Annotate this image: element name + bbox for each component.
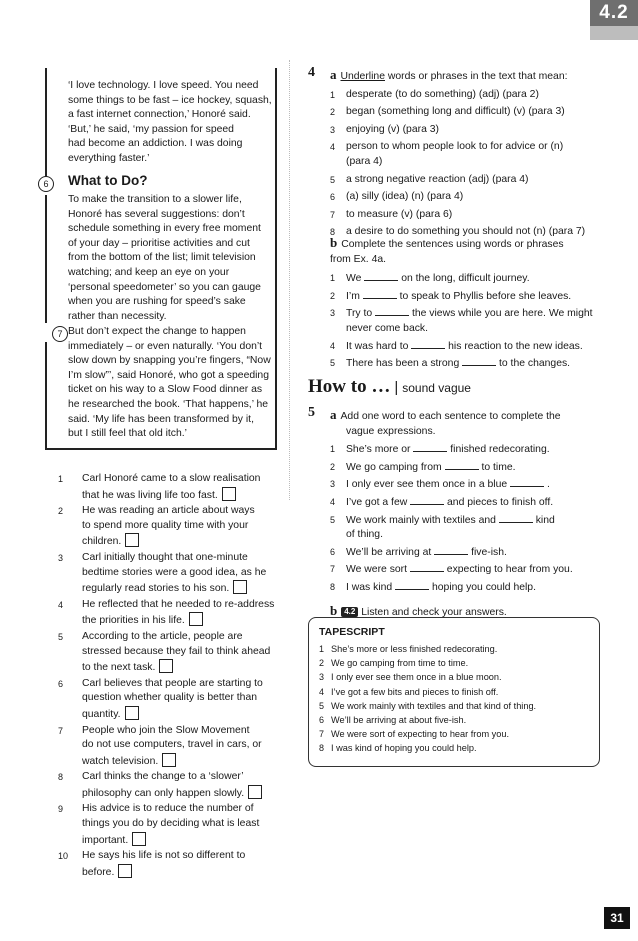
item-number: 1 [330, 444, 336, 455]
text-line: some things to be fast – ice hockey, squash, [68, 94, 272, 106]
item-number: 3 [58, 552, 64, 563]
item-text: the views while you are here. We might [411, 308, 593, 320]
exercise-number: 4 [308, 65, 315, 80]
item-text: We [346, 273, 362, 285]
item-number: 1 [330, 89, 336, 100]
item-number: 6 [319, 715, 325, 726]
item-number: 4 [330, 142, 336, 153]
item-number: 3 [330, 479, 336, 490]
item-number: 6 [58, 678, 64, 689]
list-item [319, 699, 594, 713]
text-line: watch television. [82, 755, 159, 767]
question-list [58, 472, 288, 880]
list-item [330, 140, 610, 169]
how-to-title: How to … [308, 376, 391, 397]
item-number: 1 [58, 474, 64, 484]
text-line: Carl believes that people are starting to [82, 677, 263, 689]
text-line: slow down by snapping you’re fingers, “Now [68, 355, 271, 367]
part-letter: a [330, 67, 337, 82]
text-line: when you are rushing for speed’s sake [68, 296, 246, 308]
text-line: to the next task. [82, 662, 156, 674]
item-text: . [546, 479, 550, 491]
answer-checkbox[interactable] [118, 864, 132, 878]
paragraph-marker-7: 7 [52, 326, 68, 342]
answer-blank[interactable] [510, 477, 544, 487]
list-item [330, 545, 610, 561]
item-number: 3 [319, 672, 325, 683]
item-number: 9 [58, 804, 64, 815]
text-line: said. ‘My life has been transformed by it, [68, 413, 254, 425]
item-text: Try to [346, 308, 373, 320]
item-number: 2 [330, 461, 336, 472]
list-item [330, 105, 610, 120]
text-line: but I still feel that old itch.’ [68, 428, 187, 440]
item-text: We were sort [346, 564, 408, 576]
item-number: 7 [330, 209, 336, 220]
list-item [319, 670, 594, 684]
list-item [330, 208, 610, 223]
item-number: 5 [330, 358, 336, 369]
item-text: I was kind [346, 581, 393, 593]
answer-checkbox[interactable] [189, 612, 203, 626]
text-line: Honoré has several suggestions: don’t [68, 208, 245, 220]
item-number: 2 [319, 658, 325, 669]
text-line: the priorities in his life. [82, 615, 185, 627]
answer-blank[interactable] [395, 580, 429, 590]
answer-blank[interactable] [410, 562, 444, 572]
text-line: a fast internet connection,’ Honoré said. [68, 109, 251, 121]
text-line: He says his life is not so different to [82, 850, 246, 862]
item-text: She’s more or [346, 444, 411, 456]
reading-paragraph-7 [68, 325, 273, 442]
item-text: began (something long and difficult) (v) (para 3) [346, 106, 565, 118]
list-item [330, 513, 610, 543]
item-text: (a) silly (idea) (n) (para 4) [346, 191, 464, 203]
list-item [330, 460, 610, 476]
list-item [58, 504, 288, 550]
item-text: I only ever see them once in a blue moon. [331, 672, 502, 683]
instruction-text: words or phrases in the text that mean: [384, 71, 568, 82]
item-text: of thing. [346, 529, 383, 541]
item-text: a desire to do something you should not (n) (para 7) [346, 226, 586, 238]
text-line: he researched the book. ‘That happens,’ he [68, 398, 269, 410]
text-line: important. [82, 834, 129, 846]
item-text: (para 4) [346, 155, 383, 167]
answer-checkbox[interactable] [222, 487, 236, 501]
item-number: 5 [319, 700, 325, 711]
reading-paragraph-6 [68, 193, 273, 324]
item-number: 8 [58, 772, 64, 783]
how-to-heading [308, 376, 471, 398]
text-line: everything faster.’ [68, 152, 150, 164]
text-line: rather than necessity. [68, 310, 167, 322]
list-item [330, 271, 610, 287]
text-line: quantity. [82, 708, 121, 720]
item-text: We go camping from [346, 461, 442, 473]
exercise-5a [330, 408, 610, 620]
text-line: had become an addiction. I was doing [68, 138, 243, 150]
item-number: 4 [58, 599, 64, 610]
part-letter: b [330, 602, 338, 618]
item-text: I’ve got a few bits and pieces to finish off. [331, 686, 499, 697]
item-text: five-ish. [471, 546, 507, 558]
list-item [319, 685, 594, 699]
text-line: stressed because they fail to think ahead [82, 645, 271, 657]
answer-checkbox[interactable] [125, 706, 139, 720]
item-number: 7 [319, 729, 325, 740]
section-heading: What to Do? [68, 173, 148, 188]
answer-blank[interactable] [363, 289, 397, 299]
unit-badge: 4.2 [590, 0, 638, 26]
item-text: It was hard to [346, 340, 409, 352]
item-text: hoping you could help. [431, 581, 536, 593]
answer-blank[interactable] [411, 339, 445, 349]
text-line: Carl initially thought that one-minute [82, 551, 248, 563]
item-number: 1 [330, 273, 336, 284]
instruction-text: from Ex. 4a. [330, 253, 387, 265]
list-item [319, 741, 594, 755]
list-item [330, 562, 610, 578]
list-item [319, 727, 594, 741]
item-number: 7 [330, 564, 336, 575]
item-text: desperate (to do something) (adj) (para 2) [346, 88, 539, 100]
text-line: immediately – or even naturally. ‘You don’t [68, 340, 263, 352]
reading-paragraph-top [68, 79, 273, 167]
answer-checkbox[interactable] [233, 580, 247, 594]
list-item [319, 656, 594, 670]
tapescript-title: TAPESCRIPT [319, 626, 385, 638]
item-text: never come back. [346, 322, 429, 334]
instruction-text: vague expressions. [346, 425, 436, 437]
text-line: ‘But,’ he said, ‘my passion for speed [68, 123, 234, 135]
list-item [330, 442, 610, 458]
item-text: I was kind of hoping you could help. [331, 743, 477, 754]
item-text: We work mainly with textiles and that kind of thing. [331, 700, 537, 711]
list-item [58, 677, 288, 723]
item-text: to time. [481, 461, 516, 473]
item-number: 1 [319, 644, 325, 654]
answer-blank[interactable] [499, 513, 533, 523]
item-text: his reaction to the new ideas. [448, 340, 583, 352]
text-line: His advice is to reduce the number of [82, 803, 254, 815]
instruction-text: Listen and check your answers. [361, 606, 507, 618]
item-text: expecting to hear from you. [446, 564, 573, 576]
panel-border [45, 342, 47, 449]
answer-blank[interactable] [410, 495, 444, 505]
item-text: on the long, difficult journey. [401, 273, 530, 285]
item-number: 3 [330, 124, 336, 135]
list-item [58, 598, 288, 629]
item-text: and pieces to finish off. [447, 496, 554, 508]
exercise-4b [330, 236, 610, 372]
exercise-4a [330, 68, 610, 240]
text-line: watching; and keep an eye on your [68, 266, 230, 278]
text-line: ‘I love technology. I love speed. You need [68, 80, 259, 91]
badge-decoration [590, 26, 638, 40]
list-item [330, 190, 610, 205]
text-line: According to the article, people are [82, 630, 243, 642]
list-item [330, 495, 610, 511]
how-to-subtitle: sound vague [402, 381, 471, 395]
instruction-text: Complete the sentences using words or phrases [341, 239, 564, 250]
part-letter: a [330, 407, 337, 422]
text-line: To make the transition to a slower life, [68, 194, 242, 205]
list-item [330, 339, 610, 355]
column-divider [289, 60, 290, 500]
answer-blank[interactable] [434, 545, 468, 555]
item-number: 2 [330, 107, 336, 118]
audio-track-icon[interactable]: 4.2 [341, 607, 358, 617]
item-number: 8 [319, 743, 325, 754]
answer-checkbox[interactable] [132, 832, 146, 846]
item-number: 6 [330, 192, 336, 203]
item-text: We were sort of expecting to hear from you. [331, 729, 510, 740]
list-item [330, 289, 610, 305]
page-number: 31 [604, 907, 630, 929]
list-item [58, 630, 288, 676]
text-line: ticket on his way to a Slow Food dinner as [68, 384, 263, 396]
instruction-text: Add one word to each sentence to complete the [340, 411, 561, 422]
panel-border [45, 195, 47, 323]
text-line: before. [82, 866, 115, 878]
item-number: 4 [330, 496, 336, 507]
item-number: 2 [58, 506, 64, 517]
item-number: 7 [58, 725, 64, 736]
item-text: We work mainly with textiles and [346, 514, 496, 526]
text-line: of your day – prioritise activities and cut [68, 237, 250, 249]
text-line: from the bottom of the list; limit television [68, 252, 256, 264]
item-text: to measure (v) (para 6) [346, 208, 453, 220]
item-number: 6 [330, 546, 336, 557]
list-item [58, 802, 288, 848]
item-number: 10 [58, 851, 69, 862]
text-line: that he was living life too fast. [82, 489, 218, 501]
list-item [58, 724, 288, 770]
item-text: a strong negative reaction (adj) (para 4) [346, 173, 529, 185]
list-item [330, 306, 610, 336]
list-item [58, 472, 288, 503]
text-line: ‘personal speedometer’ so you can gauge [68, 281, 261, 293]
item-text: We go camping from time to time. [331, 658, 469, 669]
text-line: People who join the Slow Movement [82, 724, 250, 736]
item-text: person to whom people look to for advice or (n) [346, 141, 564, 153]
list-item [330, 477, 610, 493]
text-line: do not use computers, travel in cars, or [82, 739, 262, 751]
item-text: We’ll be arriving at about five-ish. [331, 715, 467, 726]
item-number: 4 [319, 686, 325, 697]
list-item [58, 551, 288, 597]
text-line: Carl thinks the change to a ‘slower’ [82, 771, 244, 783]
list-item [58, 770, 288, 801]
text-line: I’m slow”’, said Honoré, who got a speeding [68, 369, 269, 381]
answer-checkbox[interactable] [125, 533, 139, 547]
item-number: 5 [330, 174, 336, 185]
answer-blank[interactable] [413, 442, 447, 452]
item-number: 8 [330, 581, 336, 592]
item-number: 3 [330, 308, 336, 319]
list-item [330, 173, 610, 188]
item-text: She’s more or less finished redecorating. [331, 644, 498, 654]
item-text: I’m [346, 290, 360, 302]
how-to-separator: | [394, 379, 399, 396]
text-line: question whether quality is better than [82, 692, 258, 704]
item-number: 5 [58, 631, 64, 642]
item-number: 5 [330, 514, 336, 525]
text-line: children. [82, 536, 122, 548]
exercise-number: 5 [308, 405, 315, 420]
answer-checkbox[interactable] [248, 785, 262, 799]
text-line: philosophy can only happen slowly. [82, 787, 245, 799]
item-text: There has been a strong [346, 358, 460, 370]
item-text: to speak to Phyllis before she leaves. [399, 290, 572, 302]
list-item [330, 88, 610, 103]
underline-word: Underline [340, 71, 385, 82]
text-line: bedtime stories were a good idea, as he [82, 566, 267, 578]
item-text: kind [535, 514, 555, 526]
text-line: But don’t expect the change to happen [68, 326, 246, 337]
panel-border [45, 68, 47, 178]
text-line: to spend more quality time with your [82, 519, 249, 531]
list-item [330, 580, 610, 596]
text-line: He was reading an article about ways [82, 505, 255, 517]
tapescript-box [308, 617, 600, 767]
list-item [330, 123, 610, 138]
paragraph-marker-6: 6 [38, 176, 54, 192]
item-text: to the changes. [499, 358, 571, 370]
item-number: 4 [330, 340, 336, 351]
answer-checkbox[interactable] [162, 753, 176, 767]
text-line: schedule something in every free moment [68, 223, 261, 235]
item-text: enjoying (v) (para 3) [346, 123, 439, 135]
text-line: things you do by deciding what is least [82, 818, 260, 830]
answer-blank[interactable] [364, 271, 398, 281]
answer-blank[interactable] [375, 306, 409, 316]
list-item [319, 642, 594, 656]
item-text: We’ll be arriving at [346, 546, 432, 558]
item-text: I only ever see them once in a blue [346, 479, 508, 491]
item-number: 2 [330, 290, 336, 301]
list-item [330, 356, 610, 372]
text-line: regularly read stories to his son. [82, 583, 230, 595]
answer-blank[interactable] [462, 356, 496, 366]
list-item [58, 849, 288, 880]
item-number: 8 [330, 227, 336, 238]
answer-blank[interactable] [445, 460, 479, 470]
text-line: Carl Honoré came to a slow realisation [82, 473, 261, 484]
answer-checkbox[interactable] [159, 659, 173, 673]
item-text: I’ve got a few [346, 496, 408, 508]
text-line: He reflected that he needed to re-address [82, 598, 275, 610]
part-letter: b [330, 235, 338, 250]
item-text: finished redecorating. [450, 444, 550, 456]
list-item [319, 713, 594, 727]
